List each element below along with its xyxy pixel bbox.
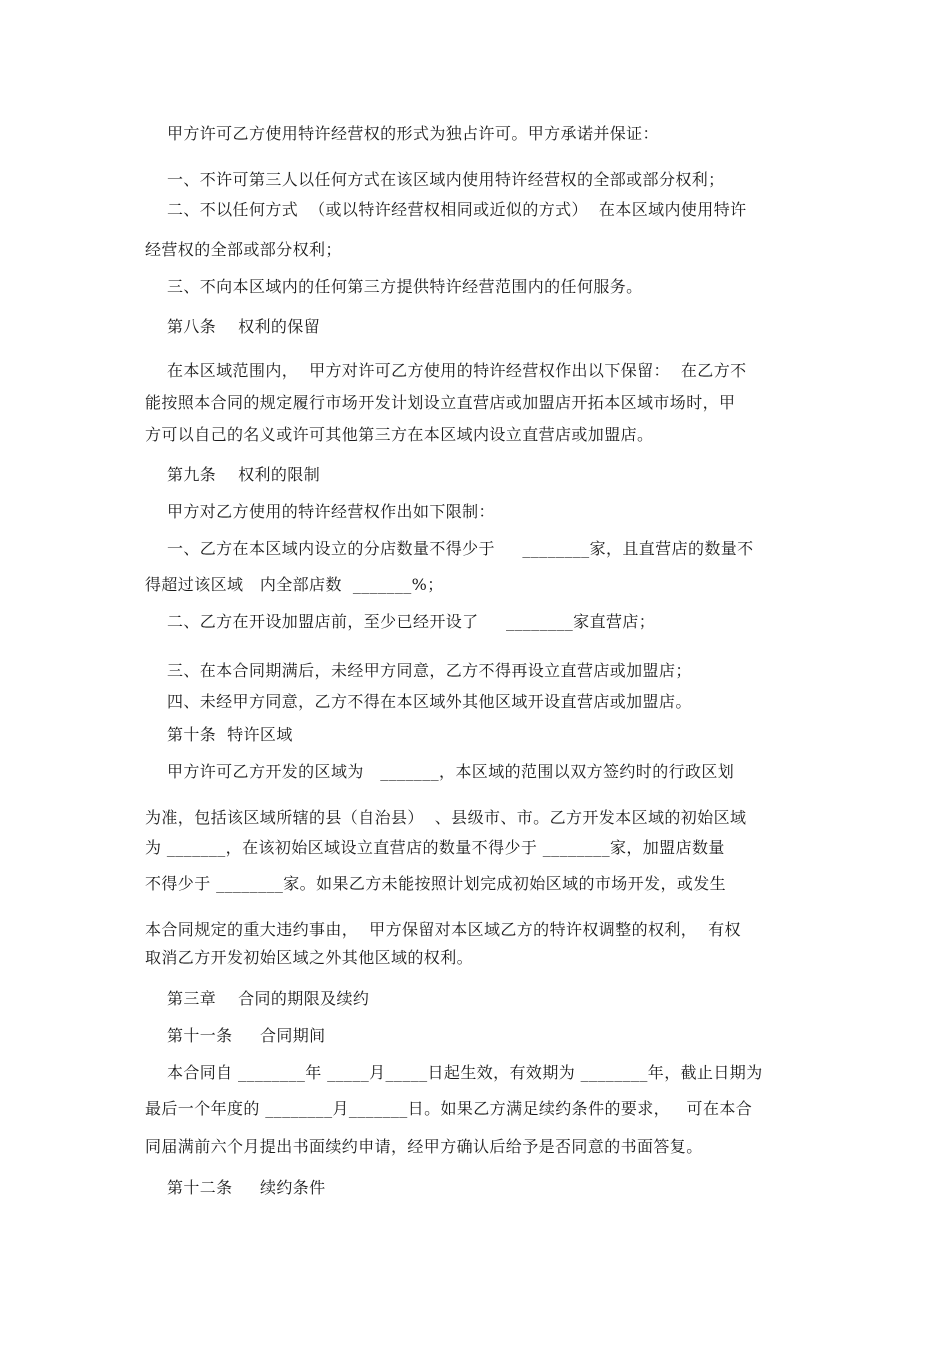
paragraph-line: 为 _______，在该初始区域设立直营店的数量不得少于 ________家，加盟店数量 (145, 838, 725, 857)
paragraph-line: 能按照本合同的规定履行市场开发计划设立直营店或加盟店开拓本区域市场时，甲 (145, 393, 736, 412)
section-heading: 第十条 特许区域 (145, 725, 293, 744)
paragraph-line: 甲方许可乙方开发的区域为 _______，本区域的范围以双方签约时的行政区划 (145, 762, 735, 781)
paragraph-line: 本合同自 ________年 _____月_____日起生效，有效期为 ________年，截止日期为 (145, 1063, 763, 1082)
paragraph-line: 取消乙方开发初始区域之外其他区域的权利。 (145, 948, 474, 967)
chapter-heading: 第三章 合同的期限及续约 (145, 989, 370, 1008)
paragraph-line: 二、乙方在开设加盟店前，至少已经开设了 ________家直营店； (145, 612, 656, 631)
section-heading: 第八条 权利的保留 (145, 317, 321, 336)
paragraph-line: 本合同规定的重大违约事由， 甲方保留对本区域乙方的特许权调整的权利， 有权 (145, 920, 741, 939)
paragraph-line: 三、在本合同期满后，未经甲方同意，乙方不得再设立直营店或加盟店； (145, 661, 692, 680)
paragraph-line: 四、未经甲方同意，乙方不得在本区域外其他区域开设直营店或加盟店。 (145, 692, 692, 711)
paragraph-line: 为准，包括该区域所辖的县（自治县） 、县级市、市。乙方开发本区域的初始区域 (145, 808, 747, 827)
paragraph-line: 甲方对乙方使用的特许经营权作出如下限制： (145, 502, 495, 521)
paragraph-line: 最后一个年度的 ________月_______日。如果乙方满足续约条件的要求， 可在本合 (145, 1099, 753, 1118)
paragraph-line: 方可以自己的名义或许可其他第三方在本区域内设立直营店或加盟店。 (145, 425, 654, 444)
paragraph-line: 经营权的全部或部分权利； (145, 240, 342, 259)
paragraph-line: 不得少于 ________家。如果乙方未能按照计划完成初始区域的市场开发，或发生 (145, 874, 727, 893)
paragraph-line: 甲方许可乙方使用特许经营权的形式为独占许可。甲方承诺并保证： (145, 124, 659, 143)
section-heading: 第十一条 合同期间 (145, 1026, 326, 1045)
paragraph-line: 在本区域范围内， 甲方对许可乙方使用的特许经营权作出以下保留： 在乙方不 (145, 361, 747, 380)
section-heading: 第十二条 续约条件 (145, 1178, 326, 1197)
paragraph-line: 一、不许可第三人以任何方式在该区域内使用特许经营权的全部或部分权利； (145, 170, 725, 189)
paragraph-line: 得超过该区域 内全部店数 _______%； (145, 575, 444, 594)
section-heading: 第九条 权利的限制 (145, 465, 321, 484)
paragraph-line: 三、不向本区域内的任何第三方提供特许经营范围内的任何服务。 (145, 277, 643, 296)
paragraph-line: 二、不以任何方式 （或以特许经营权相同或近似的方式） 在本区域内使用特许 (145, 200, 747, 219)
paragraph-line: 同届满前六个月提出书面续约申请，经甲方确认后给予是否同意的书面答复。 (145, 1137, 703, 1156)
paragraph-line: 一、乙方在本区域内设立的分店数量不得少于 ________家，且直营店的数量不 (145, 539, 754, 558)
